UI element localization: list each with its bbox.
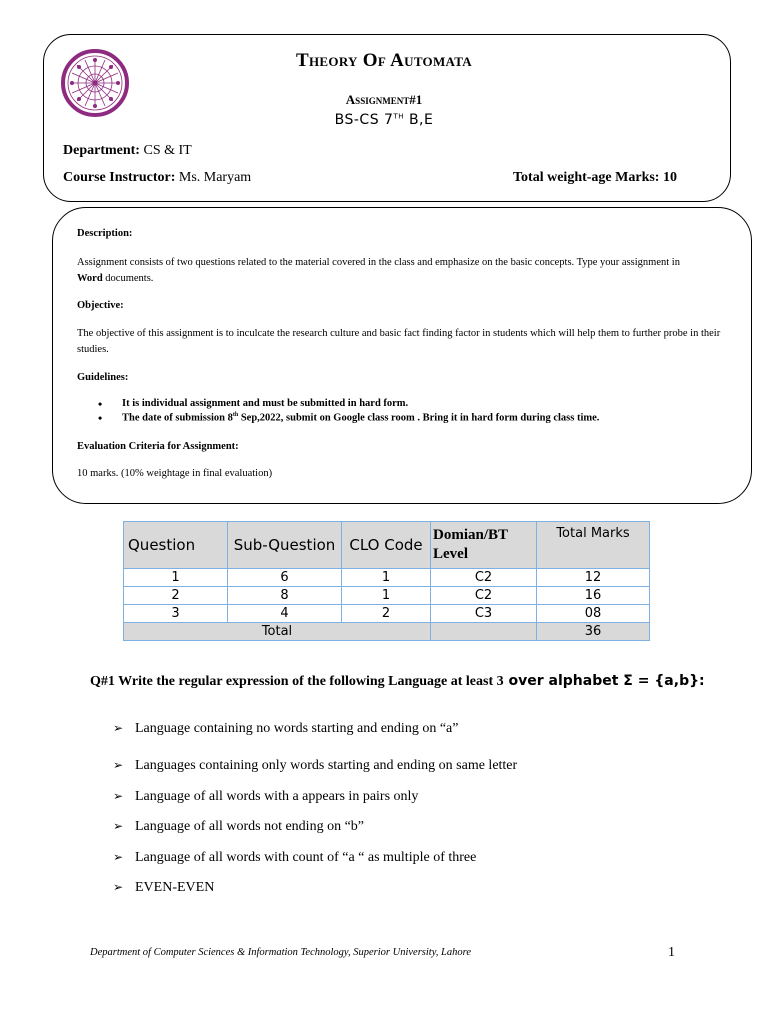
arrow-bullet-icon: ➢	[113, 850, 124, 864]
table-total-row	[124, 623, 650, 641]
assignment-number: Assignment#1	[345, 92, 423, 107]
course-title: Theory Of Automata	[296, 50, 472, 71]
table-cell: 16	[537, 587, 650, 605]
total-value: 36	[537, 623, 650, 641]
table-cell-empty	[431, 623, 537, 641]
table-cell: 08	[537, 605, 650, 623]
instructor-value: Ms. Maryam	[178, 170, 252, 185]
guideline-2-end: Sep,2022, submit on Google class room . Bring it in hard form during class time.	[238, 412, 600, 424]
list-item-text: Languages containing only words starting and ending on same letter	[135, 758, 518, 773]
program-label	[0, 112, 768, 128]
arrow-bullet-icon: ➢	[113, 789, 124, 803]
question-1-text: Q#1 Write the regular expression of the following Language at least 3	[90, 674, 504, 689]
table-cell: C2	[431, 587, 537, 605]
table-cell: 2	[342, 605, 431, 623]
description-text-2: documents.	[102, 272, 154, 284]
table-cell: C2	[431, 569, 537, 587]
page-number: 1	[668, 945, 675, 960]
table-header-row	[124, 522, 650, 569]
list-item	[113, 721, 458, 737]
list-item	[113, 789, 418, 805]
table-cell: 1	[342, 569, 431, 587]
guideline-item	[96, 412, 599, 426]
list-item	[113, 880, 214, 896]
list-item	[113, 819, 364, 835]
list-item	[113, 850, 476, 866]
table-cell: 1	[124, 569, 228, 587]
program-superscript: TH	[393, 112, 404, 121]
guideline-2-superscript: th	[232, 412, 239, 418]
marks-table	[123, 521, 650, 641]
instructor-line	[63, 170, 251, 186]
arrow-bullet-icon: ➢	[113, 758, 124, 772]
evaluation-text: 10 marks. (10% weightage in final evaluation)	[77, 468, 273, 479]
table-cell: 3	[124, 605, 228, 623]
question-1	[90, 672, 710, 691]
guideline-item: • It is individual assignment and must be submitted in hard form.	[96, 398, 599, 412]
guideline-2-start: The date of submission 8	[122, 412, 233, 424]
table-cell: 8	[228, 587, 342, 605]
list-item-text: Language of all words with a appears in pairs only	[135, 789, 419, 804]
instructor-label: Course Instructor:	[63, 170, 176, 185]
question-1-alphabet: over alphabet Σ = {a,b}:	[503, 673, 705, 689]
table-cell: C3	[431, 605, 537, 623]
list-item-text: Language of all words not ending on “b”	[135, 819, 364, 834]
objective-heading: Objective:	[77, 300, 124, 311]
description-text	[77, 255, 729, 286]
department-value: CS & IT	[143, 143, 192, 158]
table-cell: 4	[228, 605, 342, 623]
description-text-1: Assignment consists of two questions related to the material covered in the class and emphasize on the basic concepts. Type your assignment in	[77, 257, 680, 268]
header-sub-question: Sub-Question	[228, 522, 342, 569]
arrow-bullet-icon: ➢	[113, 819, 124, 833]
description-word: Word	[77, 272, 103, 284]
program-name: BS-CS 7	[334, 112, 394, 128]
list-item-text: Language of all words with count of “a “ as multiple of three	[135, 850, 477, 865]
list-item-text: EVEN-EVEN	[135, 880, 215, 895]
total-label: Total	[124, 623, 431, 641]
table-cell: 12	[537, 569, 650, 587]
description-heading: Description:	[77, 228, 133, 239]
guidelines-list	[96, 398, 599, 426]
evaluation-heading: Evaluation Criteria for Assignment:	[77, 441, 239, 452]
program-sections: B,E	[404, 112, 434, 128]
department-label: Department:	[63, 143, 140, 158]
arrow-bullet-icon: ➢	[113, 721, 124, 735]
table-row	[124, 569, 650, 587]
table-cell: 1	[342, 587, 431, 605]
header-bt-level: Domian/BT Level	[431, 522, 537, 569]
table-row	[124, 605, 650, 623]
department-line	[63, 143, 192, 159]
total-marks-label: Total weight-age Marks: 10	[513, 170, 677, 185]
header-total-marks: Total Marks	[537, 522, 650, 569]
header-question: Question	[124, 522, 228, 569]
guidelines-heading: Guidelines:	[77, 372, 129, 383]
list-item	[113, 758, 517, 774]
table-row	[124, 587, 650, 605]
table-cell: 6	[228, 569, 342, 587]
table-cell: 2	[124, 587, 228, 605]
arrow-bullet-icon: ➢	[113, 880, 124, 894]
page-footer: Department of Computer Sciences & Information Technology, Superior University, Lahore	[90, 947, 471, 958]
header-clo-code: CLO Code	[342, 522, 431, 569]
objective-text: The objective of this assignment is to inculcate the research culture and basic fact finding factor in students which will help them to further probe in their studies.	[77, 328, 721, 355]
list-item-text: Language containing no words starting and ending on “a”	[135, 721, 459, 736]
